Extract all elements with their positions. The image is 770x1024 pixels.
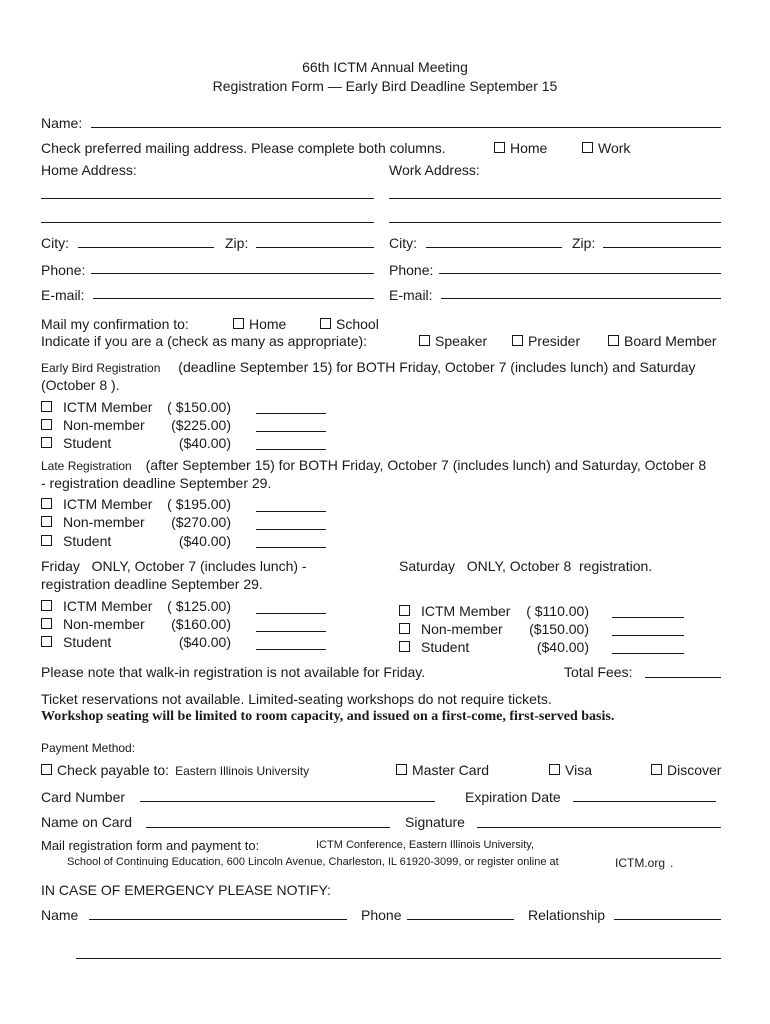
expiration-field[interactable] bbox=[573, 801, 716, 802]
home-address-line-1[interactable] bbox=[41, 198, 374, 199]
saturday-nonmember-row[interactable]: Non-member ($150.00) bbox=[399, 621, 589, 637]
mail-address-line-1: ICTM Conference, Eastern Illinois University, bbox=[316, 839, 535, 851]
tickets-note: Ticket reservations not available. Limited-seating workshops do not require tickets. bbox=[41, 691, 552, 707]
work-zip-label: Zip: bbox=[572, 235, 596, 251]
role-speaker-option[interactable]: Speaker bbox=[419, 333, 487, 349]
work-city-label: City: bbox=[389, 235, 417, 251]
late-desc-cont: - registration deadline September 29. bbox=[41, 475, 272, 491]
card-number-field[interactable] bbox=[140, 801, 435, 802]
workshop-note: Workshop seating will be limited to room capacity, and issued on a first-come, first-served basis. bbox=[41, 709, 615, 724]
early-member-amount[interactable] bbox=[256, 413, 326, 414]
home-email-label: E-mail: bbox=[41, 287, 85, 303]
saturday-nonmember-amount[interactable] bbox=[612, 635, 684, 636]
early-member-row[interactable]: ICTM Member ( $150.00) bbox=[41, 399, 231, 415]
expiration-label: Expiration Date bbox=[465, 789, 561, 805]
mailing-home-option[interactable]: Home bbox=[494, 140, 547, 156]
early-student-amount[interactable] bbox=[256, 449, 326, 450]
bottom-rule bbox=[76, 958, 721, 959]
signature-field[interactable] bbox=[477, 827, 721, 828]
late-member-row[interactable]: ICTM Member ( $195.00) bbox=[41, 496, 231, 512]
friday-student-row[interactable]: Student ($40.00) bbox=[41, 634, 231, 650]
role-prompt: Indicate if you are a (check as many as appropriate): bbox=[41, 333, 368, 349]
checkbox[interactable] bbox=[399, 641, 410, 652]
work-address-line-2[interactable] bbox=[389, 222, 721, 223]
friday-nonmember-row[interactable]: Non-member ($160.00) bbox=[41, 616, 231, 632]
friday-deadline: registration deadline September 29. bbox=[41, 576, 263, 592]
emergency-name-label: Name bbox=[41, 907, 79, 923]
name-field[interactable] bbox=[91, 127, 721, 128]
checkbox[interactable] bbox=[608, 335, 619, 346]
work-zip-field[interactable] bbox=[603, 247, 721, 248]
emergency-name-field[interactable] bbox=[89, 919, 347, 920]
form-subtitle: Registration Form — Early Bird Deadline September 15 bbox=[212, 78, 558, 94]
friday-heading: Friday ONLY, October 7 (includes lunch) - bbox=[41, 558, 307, 574]
walkin-note: Please note that walk-in registration is not available for Friday. bbox=[41, 664, 426, 680]
mail-to-label: Mail registration form and payment to: bbox=[41, 838, 260, 853]
friday-nonmember-amount[interactable] bbox=[256, 631, 326, 632]
late-student-amount[interactable] bbox=[256, 547, 326, 548]
checkbox[interactable] bbox=[651, 764, 662, 775]
checkbox[interactable] bbox=[582, 142, 593, 153]
checkbox[interactable] bbox=[320, 318, 331, 329]
work-email-field[interactable] bbox=[441, 298, 721, 299]
mail-address-line-2: School of Continuing Education, 600 Lincoln Avenue, Charleston, IL 61920-3099, or register online at bbox=[67, 856, 559, 868]
checkbox[interactable] bbox=[41, 618, 52, 629]
late-member-amount[interactable] bbox=[256, 511, 326, 512]
check-option[interactable]: Check payable to: Eastern Illinois University bbox=[41, 762, 309, 778]
work-city-field[interactable] bbox=[426, 247, 562, 248]
confirmation-label: Mail my confirmation to: bbox=[41, 316, 189, 332]
work-address-line-1[interactable] bbox=[389, 198, 721, 199]
emergency-phone-label: Phone bbox=[361, 907, 402, 923]
late-heading: Late Registration (after September 15) for BOTH Friday, October 7 (includes lunch) and Saturday, October 8 bbox=[41, 457, 707, 473]
saturday-student-amount[interactable] bbox=[612, 653, 684, 654]
mailing-work-option[interactable]: Work bbox=[582, 140, 630, 156]
friday-member-row[interactable]: ICTM Member ( $125.00) bbox=[41, 598, 231, 614]
total-fees-label: Total Fees: bbox=[564, 664, 633, 680]
discover-option[interactable]: Discover bbox=[651, 762, 721, 778]
total-fees-field[interactable] bbox=[645, 677, 721, 678]
early-bird-desc-cont: (October 8 ). bbox=[41, 377, 120, 393]
checkbox[interactable] bbox=[549, 764, 560, 775]
work-phone-label: Phone: bbox=[389, 262, 434, 278]
website-link[interactable]: ICTM.org . bbox=[615, 856, 674, 870]
checkbox[interactable] bbox=[399, 605, 410, 616]
checkbox[interactable] bbox=[41, 764, 52, 775]
saturday-member-row[interactable]: ICTM Member ( $110.00) bbox=[399, 603, 589, 619]
home-address-line-2[interactable] bbox=[41, 222, 374, 223]
early-nonmember-row[interactable]: Non-member ($225.00) bbox=[41, 417, 231, 433]
early-bird-heading: Early Bird Registration (deadline September 15) for BOTH Friday, October 7 (includes lunch) and Saturday bbox=[41, 359, 696, 375]
home-city-field[interactable] bbox=[78, 247, 214, 248]
early-student-row[interactable]: Student ($40.00) bbox=[41, 435, 231, 451]
emergency-relationship-label: Relationship bbox=[528, 907, 606, 923]
checkbox[interactable] bbox=[41, 636, 52, 647]
work-email-label: E-mail: bbox=[389, 287, 433, 303]
checkbox[interactable] bbox=[41, 516, 52, 527]
checkbox[interactable] bbox=[233, 318, 244, 329]
confirm-school-option[interactable]: School bbox=[320, 316, 379, 332]
work-phone-field[interactable] bbox=[439, 273, 721, 274]
friday-student-amount[interactable] bbox=[256, 649, 326, 650]
checkbox[interactable] bbox=[494, 142, 505, 153]
mailing-prompt: Check preferred mailing address. Please complete both columns. bbox=[41, 140, 446, 156]
emergency-phone-field[interactable] bbox=[407, 919, 514, 920]
late-student-row[interactable]: Student ($40.00) bbox=[41, 533, 231, 549]
emergency-relationship-field[interactable] bbox=[614, 919, 721, 920]
emergency-heading: IN CASE OF EMERGENCY PLEASE NOTIFY: bbox=[41, 882, 331, 898]
checkbox[interactable] bbox=[41, 498, 52, 509]
payment-method-label: Payment Method: bbox=[41, 741, 136, 755]
early-nonmember-amount[interactable] bbox=[256, 431, 326, 432]
checkbox[interactable] bbox=[419, 335, 430, 346]
mastercard-option[interactable]: Master Card bbox=[396, 762, 489, 778]
checkbox[interactable] bbox=[399, 623, 410, 634]
checkbox[interactable] bbox=[41, 535, 52, 546]
home-city-label: City: bbox=[41, 235, 69, 251]
work-address-label: Work Address: bbox=[389, 162, 480, 178]
home-phone-field[interactable] bbox=[91, 273, 374, 274]
late-nonmember-amount[interactable] bbox=[256, 529, 326, 530]
checkbox[interactable] bbox=[512, 335, 523, 346]
checkbox[interactable] bbox=[396, 764, 407, 775]
form-title: 66th ICTM Annual Meeting bbox=[302, 59, 468, 75]
name-label: Name: bbox=[41, 115, 83, 131]
checkbox[interactable] bbox=[41, 401, 52, 412]
name-on-card-label: Name on Card bbox=[41, 814, 133, 830]
home-email-field[interactable] bbox=[93, 298, 374, 299]
home-phone-label: Phone: bbox=[41, 262, 86, 278]
role-presider-option[interactable]: Presider bbox=[512, 333, 580, 349]
checkbox[interactable] bbox=[41, 437, 52, 448]
signature-label: Signature bbox=[405, 814, 465, 830]
saturday-member-amount[interactable] bbox=[612, 617, 684, 618]
role-board-option[interactable]: Board Member bbox=[608, 333, 717, 349]
name-on-card-field[interactable] bbox=[146, 827, 390, 828]
checkbox[interactable] bbox=[41, 419, 52, 430]
confirm-home-option[interactable]: Home bbox=[233, 316, 286, 332]
card-number-label: Card Number bbox=[41, 789, 126, 805]
friday-member-amount[interactable] bbox=[256, 613, 326, 614]
home-address-label: Home Address: bbox=[41, 162, 137, 178]
late-nonmember-row[interactable]: Non-member ($270.00) bbox=[41, 514, 231, 530]
home-zip-label: Zip: bbox=[225, 235, 249, 251]
saturday-heading: Saturday ONLY, October 8 registration. bbox=[399, 558, 653, 574]
visa-option[interactable]: Visa bbox=[549, 762, 592, 778]
home-zip-field[interactable] bbox=[256, 247, 374, 248]
saturday-student-row[interactable]: Student ($40.00) bbox=[399, 639, 589, 655]
checkbox[interactable] bbox=[41, 600, 52, 611]
